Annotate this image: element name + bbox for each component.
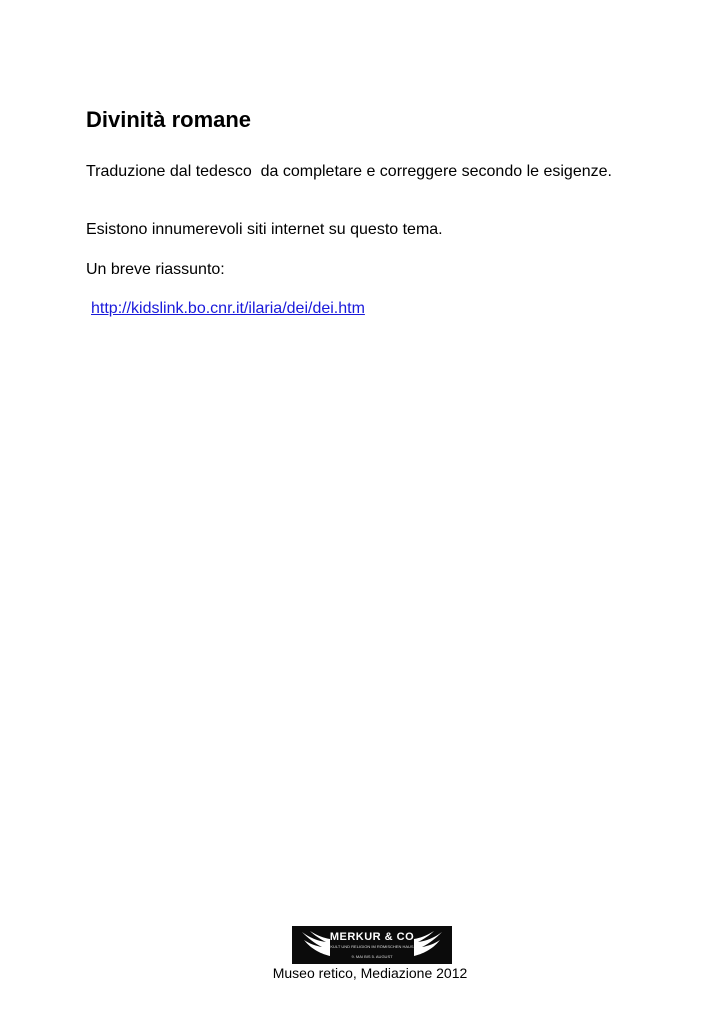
document-title: Divinità romane <box>86 107 252 132</box>
summary-link[interactable]: http://kidslink.bo.cnr.it/ilaria/dei/dei.htm <box>91 300 365 317</box>
logo-dates: 9. MAI BIS 5. AUGUST <box>351 954 393 959</box>
websites-note: Esistono innumerevoli siti internet su questo tema. <box>86 221 443 238</box>
merkur-logo <box>292 926 452 964</box>
link-paragraph <box>91 299 365 319</box>
summary-label: Un breve riassunto: <box>86 261 225 278</box>
logo-title: MERKUR & CO <box>329 931 415 943</box>
footer-caption: Museo retico, Mediazione 2012 <box>272 965 468 981</box>
translation-note: Traduzione dal tedesco da completare e correggere secondo le esigenze. <box>86 163 612 180</box>
logo-subtitle: KULT UND RELIGION IM RÖMISCHEN HAUS <box>330 944 414 949</box>
